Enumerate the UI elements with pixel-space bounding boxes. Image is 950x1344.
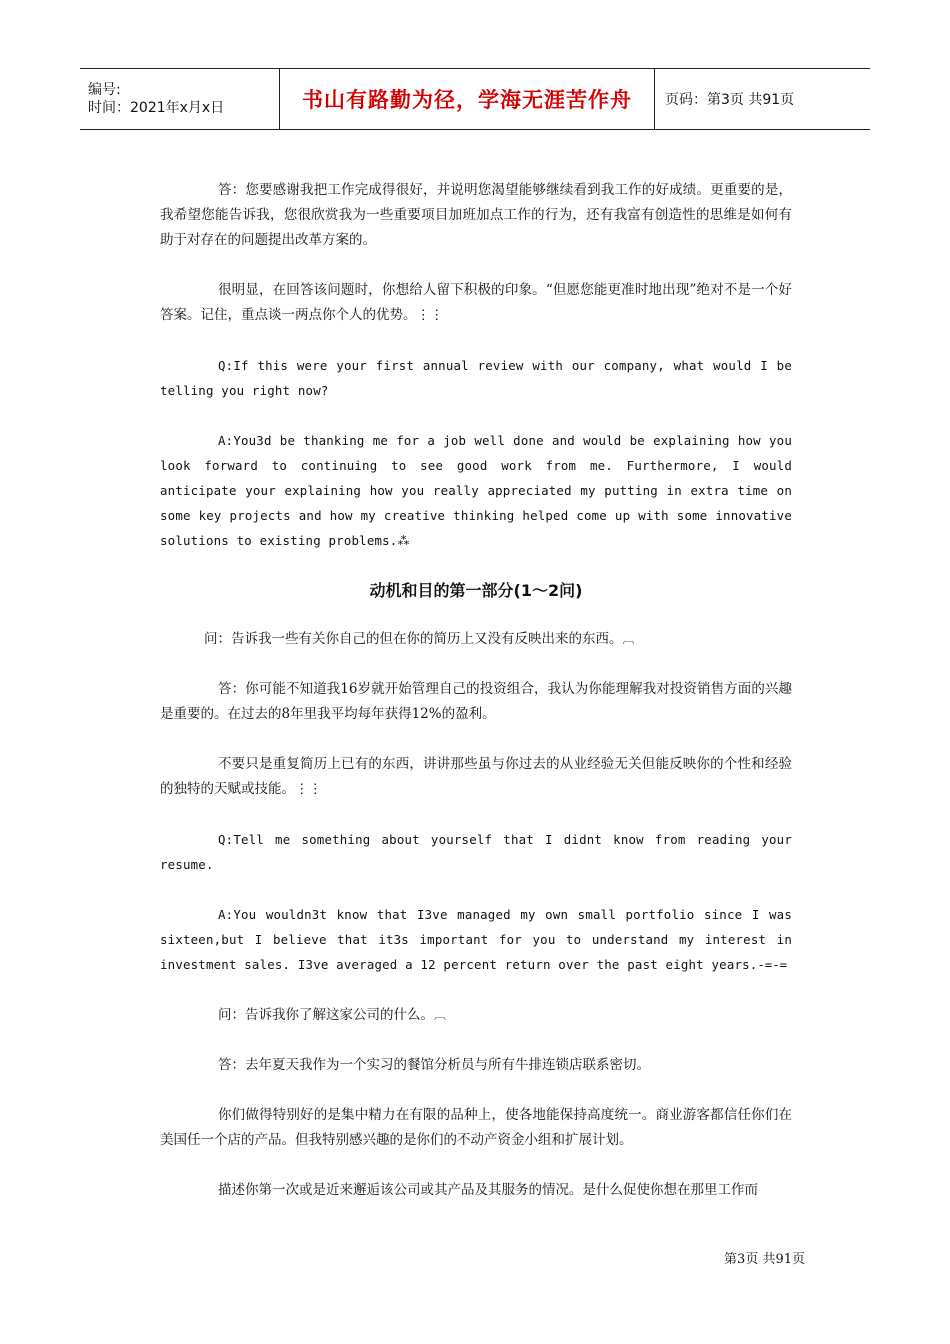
paragraph-answer-2: 答：你可能不知道我16岁就开始管理自己的投资组合，我认为你能理解我对投资销售方面的兴趣是重要的。在过去的8年里我平均每年获得12%的盈利。 (160, 681, 792, 722)
decorative-mark: ︹ (434, 1008, 447, 1022)
question-3-text: 问：告诉我你了解这家公司的什么。 (218, 1007, 434, 1023)
answer-en-1-text: A:You3d be thanking me for a job well done and would be explaining how you look forward to continuing to see good work from me. Furthermore, I would anticipate your explaining how you really appreciated my putting in extra time on some key projects and how my creative thinking helped come up with some innovative solutions to existing problems. (160, 433, 792, 548)
paragraph-answer-en-2 (160, 902, 792, 978)
decorative-mark: ︹ (622, 632, 635, 646)
answer-en-2-text: A:You wouldn3t know that I3ve managed my own small portfolio since I was sixteen,but I believe that it3s important for you to understand my interest in investment sales. I3ve averaged a 12 percent return over the past eight years. (160, 907, 792, 972)
header-number: 编号: (88, 82, 121, 98)
paragraph-question-en-2: Q:Tell me something about yourself that I didnt know from reading your resume. (160, 832, 792, 872)
header-time: 时间：2021年x月x日 (88, 100, 225, 116)
section-title: 动机和目的第一部分(1～2问) (369, 581, 583, 600)
header-motto-cell (280, 69, 655, 129)
header-motto: 书山有路勤为径，学海无涯苦作舟 (302, 88, 632, 112)
paragraph-answer-en-1 (160, 428, 792, 554)
paragraph-advice-1: 很明显，在回答该问题时，你想给人留下积极的印象。“但愿您能更准时地出现”绝对不是一个好答案。记住，重点谈一两点你个人的优势。⋮⋮ (160, 282, 792, 323)
document-body (160, 178, 792, 1203)
paragraph-advice-2: 不要只是重复简历上已有的东西，讲讲那些虽与你过去的从业经验无关但能反映你的个性和经验的独特的天赋或技能。⋮⋮ (160, 756, 792, 797)
decorative-mark: ⁂ (397, 534, 410, 548)
question-2-text: 问：告诉我一些有关你自己的但在你的简历上又没有反映出来的东西。 (204, 631, 623, 647)
paragraph-question-2 (160, 627, 792, 652)
decorative-mark: -=-= (757, 958, 788, 972)
paragraph-question-en-1: Q:If this were your first annual review with our company, what would I be telling you right now? (160, 358, 792, 398)
paragraph-answer-3-cont: 你们做得特别好的是集中精力在有限的品种上，使各地能保持高度统一。商业游客都信任你们在美国任一个店的产品。但我特别感兴趣的是你们的不动产资金小组和扩展计划。 (160, 1107, 792, 1148)
paragraph-answer-3: 答：去年夏天我作为一个实习的餐馆分析员与所有牛排连锁店联系密切。 (218, 1057, 650, 1073)
page-footer: 第3页 共91页 (724, 1252, 805, 1267)
header-meta (80, 69, 280, 129)
header-page-cell (655, 69, 870, 129)
header-page: 页码：第3页 共91页 (665, 92, 795, 108)
page-header (80, 68, 870, 130)
paragraph-answer-1: 答：您要感谢我把工作完成得很好，并说明您渴望能够继续看到我工作的好成绩。更重要的是，我希望您能告诉我，您很欣赏我为一些重要项目加班加点工作的行为，还有我富有创造性的思维是如何有助于对存在的问题提出改革方案的。 (160, 182, 792, 248)
paragraph-question-3 (160, 1003, 792, 1028)
paragraph-advice-3: 描述你第一次或是近来邂逅该公司或其产品及其服务的情况。是什么促使你想在那里工作而 (218, 1182, 758, 1198)
